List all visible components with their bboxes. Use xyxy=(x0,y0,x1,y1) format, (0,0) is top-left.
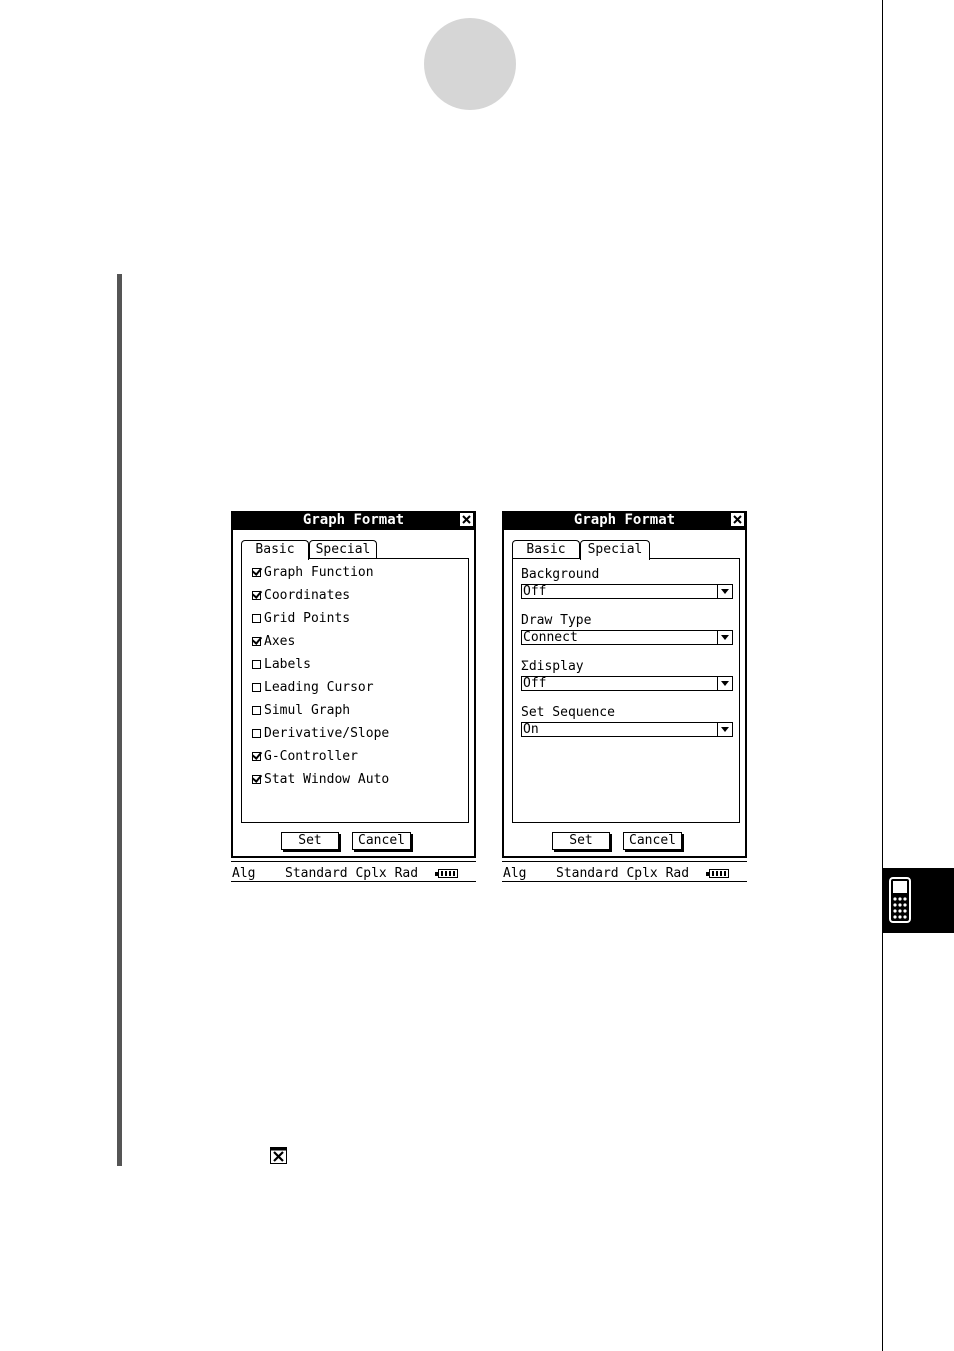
tab-basic[interactable]: Basic xyxy=(241,540,309,560)
checkbox-label: Stat Window Auto xyxy=(264,772,390,787)
status-bar xyxy=(231,865,476,882)
checkbox-unchecked-icon xyxy=(252,683,261,692)
checkbox-unchecked-icon xyxy=(252,706,261,715)
set-sequence-value: On xyxy=(523,722,539,737)
dialog-body xyxy=(502,530,747,858)
page-margin-rule xyxy=(882,0,883,1351)
checkbox-graph-function[interactable] xyxy=(252,564,374,582)
checkbox-checked-icon xyxy=(252,591,261,600)
set-button[interactable]: Set xyxy=(552,832,610,850)
background-value: Off xyxy=(523,584,547,599)
chapter-tab xyxy=(883,868,954,933)
page-decoration-circle xyxy=(424,18,516,110)
status-bar xyxy=(502,865,747,882)
checkbox-checked-icon xyxy=(252,752,261,761)
checkbox-label: Leading Cursor xyxy=(264,680,374,695)
dialog-bottom-border xyxy=(502,856,747,862)
graph-format-dialog-special xyxy=(502,511,747,884)
dialog-title: Graph Format xyxy=(502,511,747,530)
calculator-icon xyxy=(889,877,911,923)
draw-type-label: Draw Type xyxy=(521,613,592,628)
checkbox-label: G-Controller xyxy=(264,749,358,764)
close-icon[interactable] xyxy=(460,513,473,526)
cancel-button[interactable]: Cancel xyxy=(623,832,682,850)
set-sequence-label: Set Sequence xyxy=(521,705,615,720)
dialog-title: Graph Format xyxy=(231,511,476,530)
graph-format-dialog-basic xyxy=(231,511,476,884)
background-label: Background xyxy=(521,567,600,582)
background-select[interactable] xyxy=(521,584,733,599)
sigma-display-select[interactable] xyxy=(521,676,733,691)
checkbox-label: Axes xyxy=(264,634,296,649)
chevron-down-icon[interactable] xyxy=(717,723,732,736)
checkbox-simul-graph[interactable] xyxy=(252,702,350,720)
close-icon xyxy=(270,1147,287,1164)
close-icon[interactable] xyxy=(731,513,744,526)
battery-icon xyxy=(438,869,458,878)
sigma-display-value: Off xyxy=(523,676,547,691)
checkbox-coordinates[interactable] xyxy=(252,587,350,605)
checkbox-checked-icon xyxy=(252,637,261,646)
checkbox-g-controller[interactable] xyxy=(252,748,358,766)
status-info: Standard Cplx Rad xyxy=(285,866,419,881)
checkbox-label: Simul Graph xyxy=(264,703,351,718)
checkbox-label: Graph Function xyxy=(264,565,374,580)
tab-basic[interactable]: Basic xyxy=(512,540,580,558)
checkbox-checked-icon xyxy=(252,568,261,577)
checkbox-label: Labels xyxy=(264,657,311,672)
dialog-bottom-border xyxy=(231,856,476,862)
checkbox-grid-points[interactable] xyxy=(252,610,350,628)
checkbox-label: Grid Points xyxy=(264,611,351,626)
tab-special[interactable]: Special xyxy=(309,540,377,558)
checkbox-label: Derivative/Slope xyxy=(264,726,390,741)
checkbox-label: Coordinates xyxy=(264,588,351,603)
checkbox-leading-cursor[interactable] xyxy=(252,679,374,697)
checkbox-unchecked-icon xyxy=(252,729,261,738)
checkbox-axes[interactable] xyxy=(252,633,295,651)
status-info: Standard Cplx Rad xyxy=(556,866,690,881)
cancel-button[interactable]: Cancel xyxy=(352,832,411,850)
status-mode: Alg xyxy=(232,866,256,881)
checkbox-unchecked-icon xyxy=(252,614,261,623)
set-sequence-select[interactable] xyxy=(521,722,733,737)
checkbox-labels[interactable] xyxy=(252,656,311,674)
checkbox-unchecked-icon xyxy=(252,660,261,669)
section-bar xyxy=(117,274,122,1166)
special-panel xyxy=(512,558,740,823)
draw-type-value: Connect xyxy=(523,630,578,645)
chevron-down-icon[interactable] xyxy=(717,677,732,690)
status-mode: Alg xyxy=(503,866,527,881)
chevron-down-icon[interactable] xyxy=(717,631,732,644)
sigma-display-label: Σdisplay xyxy=(521,659,584,674)
chevron-down-icon[interactable] xyxy=(717,585,732,598)
checkbox-checked-icon xyxy=(252,775,261,784)
basic-panel xyxy=(241,558,469,823)
draw-type-select[interactable] xyxy=(521,630,733,645)
dialog-body xyxy=(231,530,476,858)
battery-icon xyxy=(709,869,729,878)
checkbox-stat-window-auto[interactable] xyxy=(252,771,389,789)
checkbox-derivative-slope[interactable] xyxy=(252,725,389,743)
set-button[interactable]: Set xyxy=(281,832,339,850)
tab-special[interactable]: Special xyxy=(580,540,650,560)
